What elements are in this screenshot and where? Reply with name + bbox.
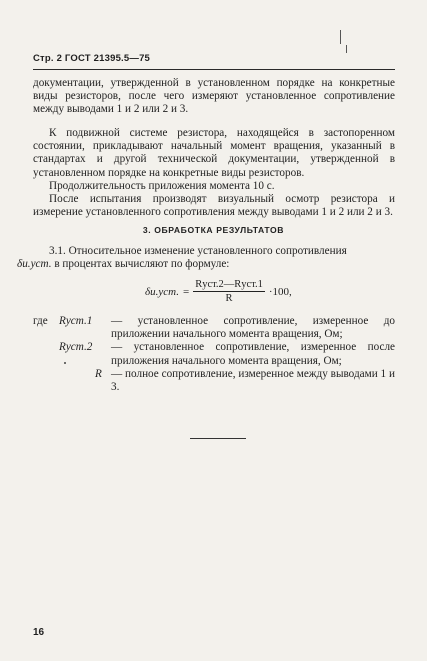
clause-symbol: δи.уст. (17, 258, 52, 271)
formula-equals: = (182, 285, 190, 298)
definition-item (33, 315, 395, 341)
definition-item (33, 368, 395, 394)
paragraph: Продолжительность приложения момента 10 с. (49, 180, 275, 192)
end-rule (190, 438, 246, 439)
paragraph: документации, утвержденной в установленном порядке на конкретные виды резисторов, после чего измеряют установленное сопротивление между выводами 1 и 2 или 2 и 3. (33, 77, 395, 116)
clause-line2: в процентах вычисляют по формуле: (51, 258, 230, 271)
paragraph: После испытания производят визуальный осмотр резистора и измерение установленного сопротивления между выводами 1 и 2 или 2 и 3. (33, 193, 395, 219)
margin-mark (346, 45, 347, 53)
definitions-list (33, 315, 395, 394)
page-number: 16 (33, 627, 45, 638)
formula-numerator: Rуст.2—Rуст.1 (195, 279, 263, 290)
definition-text: — полное сопротивление, измеренное между выводами 1 и 3. (111, 367, 395, 394)
definition-item (33, 341, 395, 367)
definition-symbol: R (95, 367, 102, 380)
paragraph: К подвижной системе резистора, находящейся в застопоренном состоянии, прикладывают начальный момент вращения, указанный в стандартах и другой технической документации, утвержденной в установленном порядке на конкретные виды резисторов. (33, 127, 395, 179)
formula (145, 279, 292, 304)
page-header: Стр. 2 ГОСТ 21395.5—75 (33, 53, 151, 64)
formula-fraction (193, 279, 265, 304)
definition-symbol: Rуст.2 (59, 341, 93, 354)
definition-lead: где (33, 315, 48, 327)
formula-multiplier: ·100, (268, 285, 292, 298)
formula-lhs: δи.уст. (145, 285, 179, 298)
clause-text (17, 245, 395, 271)
definition-text: — установленное сопротивление, измеренное до приложении начального момента вращения, Ом; (111, 315, 395, 341)
stray-mark (64, 362, 66, 364)
margin-mark (340, 30, 341, 44)
definition-symbol: Rуст.1 (59, 315, 93, 327)
formula-denominator: R (225, 293, 233, 304)
definition-text: — установленное сопротивление, измеренное после приложения начального момента вращения, Ом; (111, 341, 395, 367)
section-heading: 3. ОБРАБОТКА РЕЗУЛЬТАТОВ (142, 225, 285, 235)
header-rule (33, 69, 395, 70)
clause-line1: 3.1. Относительное изменение установленного сопротивления (49, 245, 347, 257)
